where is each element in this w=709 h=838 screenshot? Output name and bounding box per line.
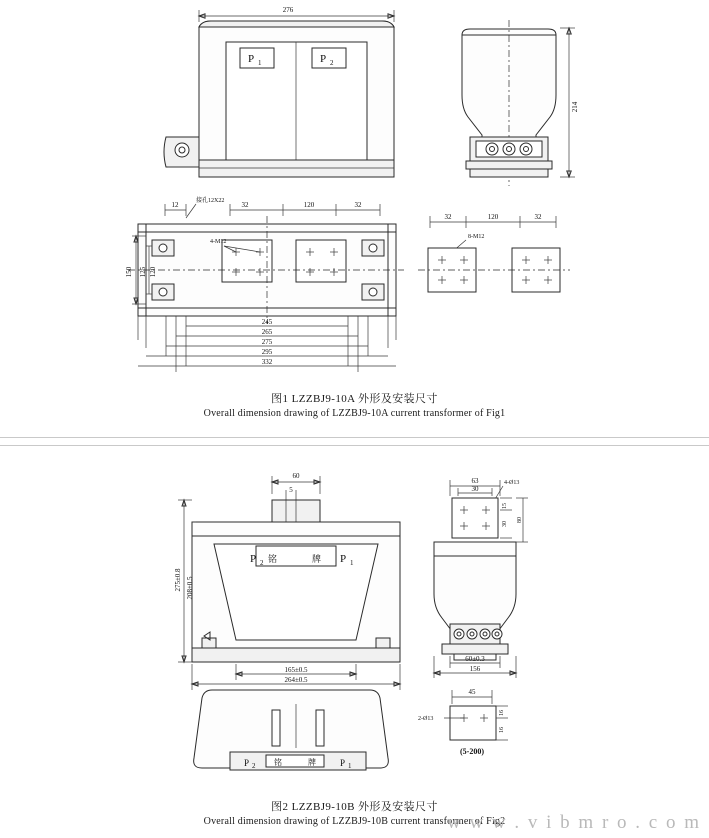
figure-1-caption-en: Overall dimension drawing of LZZBJ9-10A current transformer of Fig1: [203, 408, 506, 419]
fig1-label-p1: P: [248, 53, 255, 65]
dim-side-15: 15: [502, 503, 508, 509]
fig2-nameplate-right: 牌: [312, 554, 322, 564]
dim-detail-120: 120: [487, 213, 499, 221]
fig2-bottom-plate-left: 铭: [274, 758, 282, 767]
fig2-side-view: [434, 477, 528, 678]
dim-275: 275: [261, 338, 273, 346]
dim-32-a: 32: [241, 201, 249, 209]
dim-156: 156: [469, 665, 481, 673]
note-hole-12x22: 接孔12X22: [196, 198, 225, 204]
fig1-side-view: [462, 20, 579, 186]
dim-150: 150: [125, 266, 133, 278]
fig2-label-p1: P: [340, 553, 347, 565]
fig2-bottom-plate-right: 牌: [308, 758, 316, 767]
dim-275: 275±0.8: [174, 568, 182, 592]
dim-214: 214: [571, 101, 579, 113]
dim-80: 80: [517, 517, 523, 523]
fig2-label-p1-sub: 1: [350, 559, 354, 567]
dim-45: 45: [468, 688, 476, 696]
dim-265: 265: [261, 328, 273, 336]
fig1-plan-view: [125, 196, 404, 372]
figure-2-caption-cn: 图2 LZZBJ9-10B 外形及安装尺寸: [271, 801, 438, 813]
dim-16b: 16: [499, 727, 505, 733]
dim-16a: 16: [499, 710, 505, 716]
dim-332: 332: [261, 358, 273, 366]
dim-245: 245: [261, 318, 273, 326]
fig1-label-p2-sub: 2: [330, 59, 334, 67]
fig2-bottom-p1: P: [340, 758, 346, 768]
dim-detail-32b: 32: [534, 213, 542, 221]
note-4-d13: 4-Ø13: [504, 480, 520, 486]
figure-1-drawing: [0, 0, 709, 392]
dim-120: 120: [303, 201, 315, 209]
fig2-front-view: [174, 472, 400, 690]
dim-30: 30: [471, 485, 479, 493]
dim-125: 125: [139, 266, 147, 278]
fig2-nameplate-left: 铭: [268, 554, 278, 564]
fig1-label-p1-sub: 1: [258, 59, 262, 67]
fig1-front-view: [164, 6, 394, 177]
fig2-bottom-p2: P: [244, 758, 250, 768]
figure-2-drawing: [0, 452, 709, 802]
dim-detail-32a: 32: [444, 213, 452, 221]
dim-120: 120: [149, 266, 157, 278]
fig2-bottom-view: [194, 690, 389, 770]
panel-divider-bottom: [0, 445, 709, 446]
note-range: (5-200): [460, 747, 484, 756]
dim-32-b: 32: [354, 201, 362, 209]
note-2-d13: 2-Ø13: [418, 716, 434, 722]
dim-295: 295: [261, 348, 273, 356]
fig2-detail-view: [418, 688, 508, 756]
dim-side-30b: 30: [502, 521, 508, 527]
figure-2-caption-en: Overall dimension drawing of LZZBJ9-10B current transformer of Fig2: [203, 816, 506, 827]
watermark: w w w . v i b m r o . c o m: [446, 812, 701, 833]
dim-276: 276: [282, 6, 294, 14]
dim-60-tol: 60±0.3: [465, 655, 485, 663]
figure-1-caption-cn: 图1 LZZBJ9-10A 外形及安装尺寸: [271, 393, 438, 405]
dim-165: 165±0.5: [284, 666, 308, 674]
dim-12: 12: [171, 201, 179, 209]
figure-1-caption: [0, 390, 709, 419]
dim-63: 63: [471, 477, 479, 485]
dim-60: 60: [292, 472, 300, 480]
dim-208: 208±0.5: [186, 576, 194, 600]
fig2-bottom-p2-sub: 2: [252, 762, 256, 770]
fig2-label-p2: P: [250, 553, 257, 565]
fig2-label-p2-sub: 2: [260, 559, 264, 567]
fig2-bottom-p1-sub: 1: [348, 762, 352, 770]
fig1-label-p2: P: [320, 53, 327, 65]
note-8-m12: 8-M12: [468, 234, 485, 240]
dim-5: 5: [289, 486, 293, 494]
panel-divider-top: [0, 437, 709, 438]
fig1-detail-view: [418, 213, 570, 292]
figure-2-panel: [0, 452, 709, 838]
note-4-m12: 4-M12: [210, 239, 227, 245]
dim-264: 264±0.5: [284, 676, 308, 684]
